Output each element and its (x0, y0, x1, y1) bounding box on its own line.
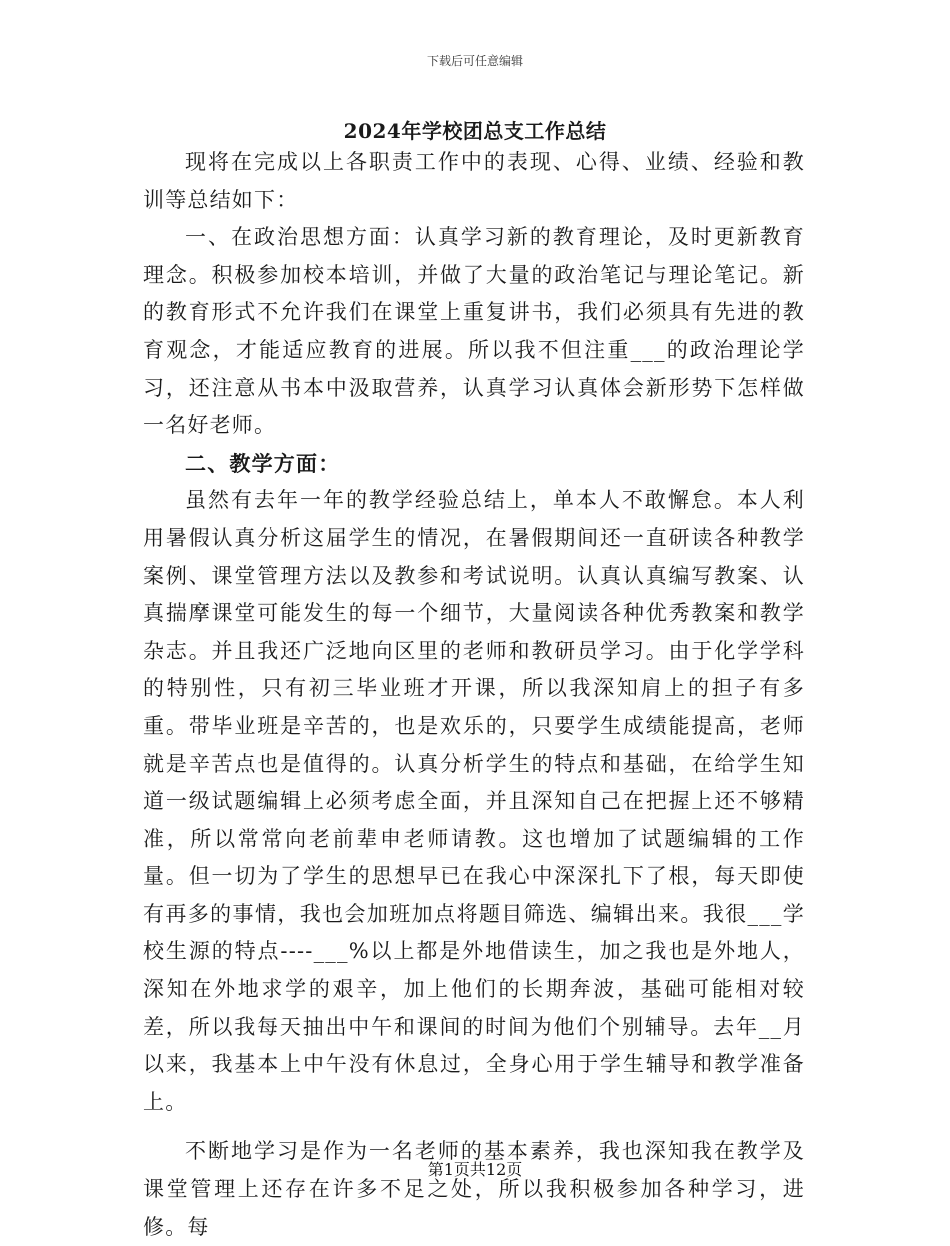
paragraph-intro: 现将在完成以上各职责工作中的表现、心得、业绩、经验和教训等总结如下： (143, 150, 805, 212)
paragraph-teaching: 虽然有去年一年的教学经验总结上，单本人不敢懈怠。本人利用暑假认真分析这届学生的情况，在暑假期间还一直研读各种教学案例、课堂管理方法以及教参和考试说明。认真认真编写教案、认真揣摩课堂可能发生的每一个细节，大量阅读各种优秀教案和教学杂志。并且我还广泛地向区里的老师和教研员学习。由于化学学科的特别性，只有初三毕业班才开课，所以我深知肩上的担子有多重。带毕业班是辛苦的，也是欢乐的，只要学生成绩能提高，老师就是辛苦点也是值得的。认真分析学生的特点和基础，在给学生知道一级试题编辑上必须考虑全面，并且深知自己在把握上还不够精准，所以常常向老前辈申老师请教。这也增加了试题编辑的工作量。但一切为了学生的思想早已在我心中深深扎下了根，每天即使有再多的事情，我也会加班加点将题目筛选、编辑出来。我很___学校生源的特点----___%以上都是外地借读生，加之我也是外地人，深知在外地求学的艰辛，加上他们的长期奔波，基础可能相对较差，所以我每天抽出中午和课间的时间为他们个别辅导。去年__月以来，我基本上中午没有休息过，全身心用于学生辅导和教学准备上。 (143, 488, 805, 1114)
page-number-footer: 第1页共12页 (427, 1160, 523, 1179)
document-body (143, 144, 805, 1246)
section-heading-teaching: 二、教学方面： (185, 450, 341, 476)
paragraph-politics: 一、在政治思想方面：认真学习新的教育理论，及时更新教育理念。积极参加校本培训，并做了大量的政治笔记与理论笔记。新的教育形式不允许我们在课堂上重复讲书，我们必须具有先进的教育观念，才能适应教育的进展。所以我不但注重___的政治理论学习，还注意从书本中汲取营养，认真学习认真体会新形势下怎样做一名好老师。 (143, 225, 805, 438)
header-note: 下载后可任意编辑 (426, 54, 523, 68)
document-title: 2024年学校团总支工作总结 (343, 119, 607, 143)
paragraph-learning: 不断地学习是作为一名老师的基本素养，我也深知我在教学及课堂管理上还存在许多不足之处，所以我积极参加各种学习，进修。每 (143, 1139, 805, 1239)
